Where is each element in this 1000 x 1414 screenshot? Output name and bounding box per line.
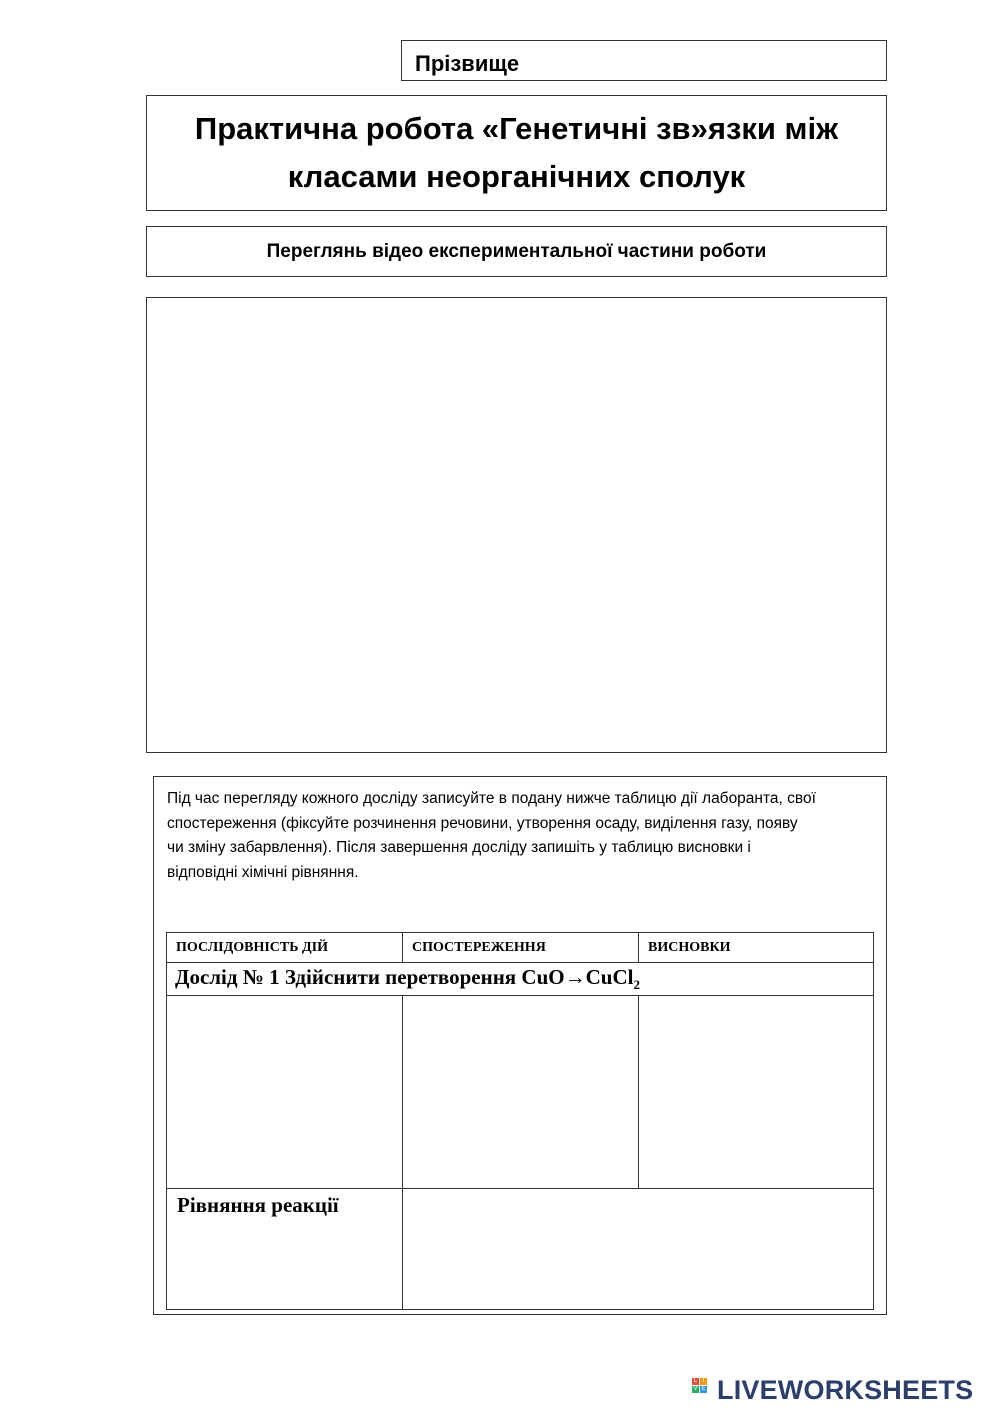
instructions [167, 787, 877, 885]
equation-answer-cell[interactable] [403, 1189, 874, 1310]
title-line-1: Практична робота «Генетичні зв»язки між [194, 111, 839, 146]
title-line-2: класами неорганічних сполук [287, 159, 746, 194]
logo-letter-l: L [693, 1378, 698, 1384]
video-placeholder[interactable] [146, 297, 887, 753]
header-conclusions: ВИСНОВКИ [639, 933, 874, 963]
conclusions-answer-cell[interactable] [639, 996, 874, 1189]
equation-label: Рівняння реакції [167, 1189, 403, 1310]
surname-label: Прізвище [415, 51, 520, 76]
logo-letter-v: V [693, 1386, 698, 1392]
answer-row [167, 996, 874, 1189]
worksheet-title [185, 105, 848, 201]
logo-icon [692, 1378, 714, 1402]
product-subscript: 2 [633, 977, 640, 993]
experiment-title [167, 963, 874, 996]
observations-answer-cell[interactable] [403, 996, 639, 1189]
header-observations: СПОСТЕРЕЖЕННЯ [403, 933, 639, 963]
arrow-icon: → [564, 964, 586, 989]
experiment-title-text: Дослід № 1 Здійснити перетворення CuO [175, 964, 565, 989]
subtitle-box [146, 226, 887, 277]
worksheet-title-box [146, 95, 887, 211]
surname-field[interactable] [401, 40, 887, 81]
instructions-line-4: відповідні хімічні рівняння. [167, 863, 359, 881]
actions-answer-cell[interactable] [167, 996, 403, 1189]
logo-letter-i: I [700, 1378, 707, 1385]
table-header-row [167, 933, 874, 963]
logo-text: LIVEWORKSHEETS [717, 1374, 974, 1405]
liveworksheets-logo[interactable] [692, 1376, 973, 1404]
subtitle: Переглянь відео експериментальної частини роботи [266, 240, 767, 262]
equation-row [167, 1189, 874, 1310]
instructions-line-1: Під час перегляду кожного досліду записуйте в подану нижче таблицю дії лаборанта, свої [167, 790, 816, 807]
work-section [153, 776, 887, 1315]
logo-letter-e: E [701, 1386, 706, 1392]
instructions-line-2: спостереження (фіксуйте розчинення речовини, утворення осаду, виділення газу, появу [167, 814, 798, 832]
experiment-title-row [167, 963, 874, 996]
header-actions: ПОСЛІДОВНІСТЬ ДІЙ [167, 933, 403, 963]
instructions-line-3: чи зміну забарвлення). Після завершення досліду запишіть у таблицю висновки і [167, 839, 751, 856]
experiment-table [166, 932, 874, 1310]
product-formula: CuCl [585, 964, 634, 989]
